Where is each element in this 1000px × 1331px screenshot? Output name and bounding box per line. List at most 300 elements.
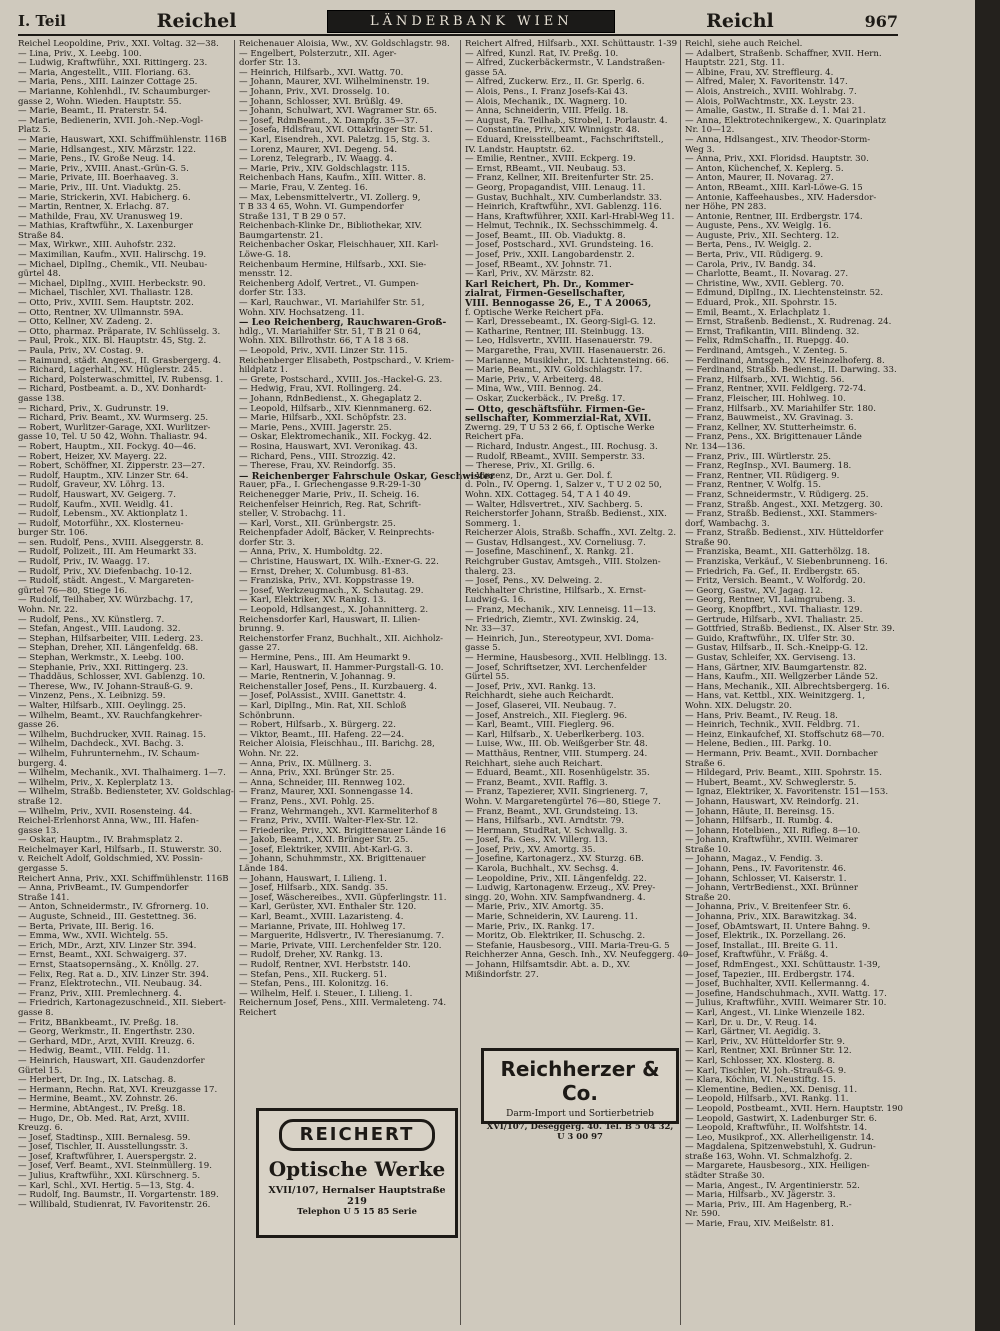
directory-entry: gürtel 76—80, Stiege 16. [18, 585, 128, 596]
directory-entry: — Josefa, Hdlsfrau, XVI. Ottakringer Str. 51. [239, 125, 433, 136]
directory-entry: — Johann, Häute, II. Bereinsg. 15. [685, 806, 835, 817]
directory-entry: Reichl, siehe auch Reichel. [685, 39, 803, 49]
directory-entry: — Rudolf, Ing. Baumstr., II. Vorgartenstr. 189. [18, 1190, 219, 1201]
directory-entry: — sen. Rudolf, Pens., XVIII. Alseggerstr. 8. [18, 537, 204, 548]
directory-entry: — Lina, Priv., X. Leebg. 100. [18, 48, 142, 59]
directory-entry: — Richard, Industr. Angest., III. Rochusg. 3. [465, 441, 658, 452]
directory-entry: — Stephan, Dreher, XII. Längenfeldg. 68. [18, 643, 199, 654]
directory-entry: Wohn. XIX. Billrothstr. 66, T A 18 3 68. [239, 336, 409, 347]
directory-entry: — Walter, Hdlsvertret., XIV. Sachberg. 5. [465, 499, 643, 510]
directory-entry: — Rudolf, Graveur, XV. Löhrg. 13. [18, 480, 165, 491]
directory-entry: Reicherzer Alois, Straßb. Schaffn., XVI. Zeltg. 2. [465, 528, 677, 539]
directory-entry: — Mina, Ww., VIII. Bennog. 24. [465, 384, 602, 395]
directory-entry: — Georg, Werkmstr., II. Engerthstr. 230. [18, 1027, 195, 1038]
directory-entry: — Raimund, städt. Angest., II. Grasbergerg. 4. [18, 355, 222, 366]
directory-entry: steller, V. Strobachg. 11. [239, 509, 346, 520]
directory-entry: v. Reichelt Adolf, Goldschmied, XV. Possin- [18, 854, 203, 865]
directory-entry: — Oskar, Hauptm., IV. Brahmsplatz 2. [18, 835, 183, 846]
reichert-ad-phone: Telephon U 5 15 85 Serie [297, 1207, 417, 1217]
directory-entry: — Engelbert, Polsterzutr., XII. Ager- [239, 48, 397, 59]
directory-entry: — Max, Lebensmittelvertr., VI. Zollerg. 9, [239, 192, 421, 203]
column-4 [680, 40, 903, 1325]
directory-entry: — Reichenberger Fahrschule Oskar, Geschwister [239, 470, 495, 482]
directory-entry: — Johann, Schuhmmstr., XX. Brigittenauer [239, 854, 426, 865]
directory-entry: — Margarethe, Frau, XVIII. Hasenauerstr. 26. [465, 346, 666, 356]
directory-entry: — Johann, Hauswart, XV. Reindorfg. 21. [685, 796, 859, 807]
directory-entry: Baumgartenstr. 21. [239, 230, 324, 241]
directory-entry: — Wilhelm, Straßb. Bediensteter, XV. Goldschlag- [18, 787, 234, 798]
directory-entry: — Johann, Magaz., V. Fendig. 3. [685, 854, 824, 865]
directory-entry: — Klementine, Bedien., XX. Denisg. 11. [685, 1084, 858, 1095]
directory-entry: — Wilhelm, Fuhrunternehm., IV. Schaum- [18, 748, 200, 759]
directory-entry: — Emma, Ww., XVII. Wichtelg. 55. [18, 931, 169, 942]
directory-entry: — Maximilian, Kaufm., XVII. Halirschg. 19. [18, 250, 207, 261]
directory-entry: Reichenstorfer Franz, Buchhalt., XII. Aichholz- [239, 633, 444, 644]
directory-entry: — Johann, RdnBedienst., X. Ghegaplatz 2. [239, 393, 422, 404]
directory-entry: — Leopold, Postbeamt., XVII. Hern. Hauptstr. 190 [685, 1103, 903, 1114]
directory-entry: hildplatz 1. [239, 365, 288, 376]
directory-entry: — Josef, Tapezier., III. Erdbergstr. 174. [685, 969, 855, 980]
directory-entry: — Marie, Hauswart, XXI. Schiffmühlenstr. 116B [18, 134, 227, 145]
directory-entry: — Emil, Beamt., X. Erlachplatz 1. [685, 307, 831, 318]
directory-entry: — Hans, vat. Kettbl., XIX. Weinitzgerg. 1, [685, 691, 866, 702]
directory-entry: — Alois, Mechanik., IX. Wagnerg. 10. [465, 96, 628, 107]
directory-entry: — Albine, Frau, XV. Streffleurg. 4. [685, 67, 834, 78]
directory-entry: — Rudolf, städt. Angest., V. Margareten- [18, 576, 194, 587]
directory-entry: — Franz, Tapezierer, XVII. Singrienerg. 7, [465, 787, 649, 798]
directory-entry: — Viktor, Beamt., III. Hafeng. 22—24. [239, 729, 405, 740]
directory-entry: — Johann, Kraftwführ., XVIII. Weimarer [685, 835, 858, 846]
directory-entry: — Franz, Hilfsarb., XVI. Wichtig. 56. [685, 374, 845, 385]
directory-entry: — Karl, Schl., XVI. Hertig. 5—13, Stg. 4. [18, 1180, 195, 1191]
directory-entry: — Leopold, Hdlsangest., X. Johannitterg. 2. [239, 605, 429, 616]
directory-entry: — Heinrich, Hilfsarb., XVI. Wattg. 70. [239, 67, 404, 78]
directory-entry: gasse 13. [18, 825, 59, 836]
directory-entry: — Georg, Propagandist, VIII. Lenaug. 11. [465, 182, 646, 193]
directory-entry: Reichenegger Marie, Priv., II. Scheig. 16. [239, 489, 420, 500]
directory-entry: — August, Fa. Teilhab., Strobel, I. Porlaustr. 4. [465, 115, 668, 126]
directory-entry: — Robert, Heizer, XV. Mayerg. 22. [18, 451, 168, 462]
directory-entry: — Michael, Tischler, XVI. Thaliastr. 128. [18, 288, 194, 299]
directory-entry: — Anna, Elektrotechnikergew., X. Quarinplatz [685, 115, 886, 126]
directory-entry: Reichenfelser Heinrich, Reg. Rat, Schrift- [239, 499, 422, 510]
directory-entry: — Franz, Mechanik., XIV. Lenneisg. 11—13. [465, 605, 657, 616]
directory-entry: — Hugo, Dr., Ob. Med. Rat, Arzt, XVIII. [18, 1113, 190, 1124]
directory-entry: — Karl, Priv., XV. Hütteldorfer Str. 9. [685, 1036, 845, 1047]
directory-entry: — Johanna, Priv., XIX. Barawitzkag. 34. [685, 912, 857, 923]
directory-entry: — Johann, Schulwart, XVI. Wagramer Str. 65. [239, 106, 437, 117]
directory-entry: — Ernst, Dreher, X. Columbusg. 81-83. [239, 566, 409, 577]
directory-entry: — Marie, Frau, XIV. Meißelstr. 81. [685, 1219, 834, 1230]
column-1 [18, 39, 234, 1325]
directory-entry: — Rudolf, Priv., IV. Waagg. 17. [18, 557, 150, 568]
directory-entry: — Anna, Hdlsangest., XIV. Theodor-Storm- [685, 134, 871, 145]
directory-entry: Gürtel 55. [465, 672, 510, 683]
directory-entry: Reichenberg Adolf, Vertret., VI. Gumpen- [239, 278, 419, 289]
directory-entry: — Max, Wirkwr., XIII. Auhofstr. 232. [18, 240, 177, 251]
directory-entry: — Ernst, Staatsopernsäng., X. Knöllg. 27. [18, 960, 200, 970]
directory-entry: dorfer Str. 13. [239, 58, 301, 69]
directory-entry: — Franz, Hilfsarb., XV. Mariahilfer Str. 180. [685, 403, 876, 414]
directory-entry: — Franz, Priv., III. Würtlerstr. 25. [685, 451, 832, 462]
directory-entry: VIII. Bennogasse 26, E., T A 20065, [465, 298, 652, 310]
directory-entry: — Karola, Buchhalt., XV. Sechsg. 4. [465, 864, 619, 875]
directory-entry: — Edmund, DiplIng., IX. Liechtensteinstr. 52. [685, 288, 884, 299]
directory-entry: — Hermann, StudRat, V. Schwallg. 3. [465, 825, 628, 836]
directory-entry: straße 163, Wohn. VI. Schmalzhofg. 2. [685, 1151, 853, 1162]
directory-entry: Nr. 590. [685, 1209, 721, 1220]
directory-entry: — Hermann, Rechn. Rat, XVI. Kreuzgasse 17. [18, 1084, 218, 1095]
directory-entry: — Marie, Beamt., XIV. Goldschlagstr. 17. [465, 365, 643, 376]
directory-entry: — Johann, VertrBedienst., XXI. Brünner [685, 883, 858, 894]
directory-entry: — Matthäus, Rentner, VIII. Stumperg. 24. [465, 748, 648, 759]
directory-entry: — Ludwig, Kartonagenw. Erzeug., XV. Prey- [465, 883, 656, 894]
directory-entry: — Otto, pharmaz. Präparate, IV. Schlüsselg. 3. [18, 326, 221, 337]
directory-entry: Platz 5. [18, 125, 51, 136]
directory-entry: — Richard, Priv., X. Gudrunstr. 19. [18, 403, 169, 414]
directory-entry: — Friederike, Priv., XX. Brigittenauer Lände 16 [239, 825, 446, 836]
directory-entry: — Lorenz, Maurer, XVI. Degeng. 54. [239, 144, 398, 155]
directory-entry: — Gertrude, Hilfsarb., XVI. Thaliastr. 25. [685, 614, 864, 625]
directory-entry: Reichelmayer Karl, Hilfsarb., II. Stuwerstr. 30. [18, 844, 222, 855]
directory-entry: Reichel Leopoldine, Priv., XXI. Voltag. 32—38. [18, 39, 219, 49]
directory-entry: — Gustav, Hilfsarb., II. Sch.-Kneipp-G. 12. [685, 643, 869, 654]
directory-entry: — Fritz, Versich. Beamt., V. Wolfordg. 20. [685, 576, 866, 587]
directory-entry: — Franz, Rentner, VII. Rüdigerg. 9. [685, 470, 840, 481]
directory-entry: Straße 84. [18, 230, 64, 241]
directory-entry: — Rosina, Hauswart, XVI. Veronikag. 43. [239, 441, 418, 452]
directory-entry: — Josef, Pens., XV. Delweing. 2. [465, 576, 603, 587]
directory-entry: — Stephan, Werkmstr., X. Leebg. 100. [18, 653, 184, 663]
directory-entry: — Karl, Eisendreh., XVI. Paletzg. 15, Stg. 3. [239, 134, 431, 145]
directory-entry: — Robert, Hauptm., XII. Fockyg. 40—46. [18, 441, 197, 452]
directory-entry: — Adalbert, Straßenb. Schaffner, XVII. Hern. [685, 48, 882, 59]
directory-entry: — Hedwig, Beamt., VIII. Feldg. 11. [18, 1046, 171, 1057]
directory-entry: — Richard, Lagerhalt., XV. Hüglerstr. 245. [18, 365, 203, 376]
reichherzer-advertisement [481, 1048, 679, 1142]
directory-entry: — Franz, Rentner, V. Wolfg. 15. [685, 480, 821, 491]
directory-entry: — Rudolf, RBeamt., XVIII. Semperstr. 33. [465, 451, 645, 462]
directory-entry: — Ferdinand, Amtsgeh., XV. Heinzelhoferg. 8. [685, 355, 885, 366]
directory-entry: Wohn. V. Margaretengürtel 76—80, Stiege 7. [465, 796, 661, 807]
directory-entry: — Franz, Kellner, XV. Stutterheimstr. 6. [685, 422, 857, 433]
directory-entry: — Auguste, Pens., XV. Weiglg. 16. [685, 221, 832, 232]
directory-entry: Straße 10. [685, 844, 731, 855]
directory-entry: Straße 131, T B 29 0 57. [239, 211, 347, 222]
directory-entry: — Heinrich, Jun., Stereotypeur, XVI. Doma- [465, 633, 654, 644]
directory-entry: — Leopoldine, Priv., XII. Längenfeldg. 22. [465, 873, 647, 884]
directory-entry: — Willibald, Studienrat, IV. Favoritenstr. 26. [18, 1199, 211, 1210]
directory-entry: Reichherzer Anna, Gesch. Inh., XV. Neufeggerg. 40 [465, 950, 689, 961]
directory-entry: — Josef, Elektriker, XVIII. Abt-Karl-G. 3. [239, 844, 413, 855]
directory-entry: Reicherstorfer Johann, Straßb. Bedienst., XIX. [465, 509, 667, 520]
directory-entry: — Lorenz, Telegrarb., IV. Waagg. 4. [239, 154, 394, 165]
directory-entry: — Christine, Hauswart, IX. Wilh.-Exner-G. 22. [239, 557, 439, 568]
directory-entry: gasse 8. [18, 1007, 54, 1018]
directory-entry: — Berta, Private, III. Berig. 16. [18, 921, 155, 932]
directory-entry: — Karl, Dr. u. Dr., V. Reug. 14. [685, 1017, 817, 1028]
directory-entry: Gürtel 15. [18, 1065, 63, 1076]
directory-entry: — Hermann, Priv. Beamt., XVII. Dornbacher [685, 748, 878, 759]
directory-entry: Schönbrunn. [239, 710, 295, 721]
directory-entry: — Maria, Priv., III. Am Hagenberg, R.- [685, 1199, 852, 1210]
directory-entry: — Leo Reichenberg, Rauchwaren-Groß- [239, 317, 447, 329]
directory-entry: — Hildegard, Priv. Beamt., XIII. Spohrstr. 15. [685, 768, 882, 779]
directory-entry: — Karl, Tischler, IV. Joh.-Strauß-G. 9. [685, 1065, 847, 1076]
directory-entry: — Josef, Priv., XV. Amortg. 35. [465, 844, 596, 855]
directory-entry: T B 33 4 65, Wohn. VI. Gumpendorfer [239, 202, 404, 213]
directory-entry: — Luise, Ww., III. Ob. Weißgerber Str. 48. [465, 739, 648, 750]
directory-entry: — Josef, Anstreich., XII. Fieglerg. 96. [465, 710, 628, 721]
directory-entry: — Alfred, Zuckerbäckermstr., V. Landstraßen- [465, 58, 665, 69]
directory-entry: — Marie, Strickerin, XVI. Habicherg. 6. [18, 192, 191, 203]
directory-entry: — Marie, Priv., XIV. Amortg. 35. [465, 902, 604, 913]
directory-entry: — Karl, Hauswart, II. Hammer-Purgstall-G. 10. [239, 662, 444, 673]
directory-entry: — Johann, Schlosser, XVI. Brüßlg. 49. [239, 96, 404, 107]
directory-entry: Weg 3. [685, 144, 715, 155]
directory-entry: — Oskar, Elektromechanik., XII. Fockyg. 42. [239, 432, 432, 443]
directory-entry: — Marie, Private, III. Boerhaaveg. 3. [18, 173, 179, 184]
directory-entry: gasse 138. [18, 393, 65, 404]
directory-entry: — Rudolf, Kaufm., XVII. Weidlg. 41. [18, 499, 174, 510]
directory-entry: — Stephan, Hilfsarbeiter, VIII. Lederg. 23. [18, 633, 204, 644]
directory-entry: Straße 90. [685, 537, 731, 548]
directory-entry: — Karl, Vorst., XII. Grünbergstr. 25. [239, 518, 396, 529]
directory-entry: — Paula, Priv., XV. Costag. 9. [18, 346, 144, 356]
directory-entry: — Otto, geschäftsführ. Firmen-Ge- [465, 403, 646, 415]
directory-entry: IV. Landstr. Hauptstr. 62. [465, 144, 575, 155]
directory-entry: Reichenbacher Oskar, Fleischhauer, XII. Karl- [239, 240, 439, 251]
directory-entry: Wohn. XIX. Delugstr. 20. [685, 700, 792, 711]
directory-entry: — Franz, Kellner, XII. Breitenfurter Str. 25. [465, 173, 654, 184]
directory-entry: gasse 10, Tel. U 50 42, Wohn. Thaliastr. 94. [18, 432, 208, 443]
directory-entry: — Hermine, Pens., III. Am Heumarkt 9. [239, 653, 411, 663]
directory-entry: — Josef, RdmBeamt., X. Dampfg. 35—37. [239, 115, 418, 126]
directory-entry: — Friedrich, Ziemtr., XVI. Zwinskig. 24, [465, 614, 639, 625]
directory-entry: — Maria, Pens., XIII. Lainzer Cottage 25. [18, 77, 198, 88]
directory-entry: — Johanna, Priv., V. Breitenfeer Str. 6. [685, 902, 851, 913]
directory-entry: — Josef, Priv., XVI. Rankg. 13. [465, 681, 596, 692]
directory-entry: — Margarete, Hausbesorg., XIX. Heiligen- [685, 1161, 870, 1172]
directory-entry: — Georg, Knopffbrt., XVI. Thaliastr. 129. [685, 605, 863, 616]
directory-entry: — Marie, Beamt., II. Praterstr. 54. [18, 106, 168, 117]
directory-entry: — Hans, Gärtner, XIV. Baumgartenstr. 82. [685, 662, 867, 673]
directory-entry: — Anton, Schneidermstr., IV. Gfrornerg. 10. [18, 902, 209, 913]
directory-entry: — Franz, RegInsp., XVI. Baumerg. 18. [685, 461, 852, 472]
directory-entry: — Anna, Schneiderin, VIII. Pfeilg. 18. [465, 106, 629, 117]
directory-entry: — Franz, Straßb. Angest., XXI. Metzgerg. 30. [685, 499, 883, 510]
reichherzer-ad-address: XVI/107, Deseggerg. 40. Tel. B 5 04 32, U 3 00 97 [486, 1122, 674, 1142]
directory-entry: — Rudolf, Motorführ., XX. Klosterneu- [18, 518, 184, 529]
directory-entry: — Stefan, Angest., VIII. Laudong. 32. [18, 624, 181, 635]
directory-entry: — Franz, Wehrmangeh., XVI. Karmeliterhof 8 [239, 806, 438, 817]
directory-entry: sellschafter, Kommerzial-Rat, XVII. [465, 413, 652, 425]
directory-entry: — Ernst, Beamt., XXI. Schwaigerg. 37. [18, 950, 187, 961]
directory-entry: — Robert, Wurlitzer-Garage, XXI. Wurlitzer- [18, 422, 211, 433]
directory-entry: mensstr. 12. [239, 269, 293, 280]
directory-entry: Reichenstaller Josef, Pens., II. Kurzbauerg. 4. [239, 681, 437, 692]
directory-entry: — Johann, Hilfsamtsdir. Abt. a. D., XV. [465, 960, 631, 970]
directory-entry: Reichel-Erlenhorst Anna, Ww., III. Hafen- [18, 816, 199, 827]
directory-entry: — Karl, Dressebeamt., IX. Georg-Sigl-G. 12. [465, 317, 656, 328]
directory-entry: dorfer Str. 133. [239, 288, 306, 299]
directory-entry: — Marie, Schneiderin, XV. Laureng. 11. [465, 912, 638, 923]
directory-entry: — Karl, Gerüster, XVI. Enthaler Str. 120. [239, 902, 417, 913]
directory-entry: — Auguste, Schneid., III. Gestettneg. 36. [18, 912, 197, 923]
directory-entry: — Berta, Priv., VII. Rüdigerg. 9. [685, 250, 824, 261]
directory-entry: — Thaddäus, Schlosser, XVI. Gablenzg. 10. [18, 672, 206, 683]
directory-entry: — Anton, RBeamt., XIII. Karl-Löwe-G. 15 [685, 182, 863, 193]
directory-entry: — Carola, Priv., IV. Bandg. 34. [685, 259, 816, 270]
directory-entry: — Stefanie, Hausbesorg., VIII. Maria-Treu-G. 5 [465, 940, 670, 951]
directory-entry: Ludwig-G. 16. [465, 595, 526, 606]
reichert-logo: REICHERT [279, 1119, 435, 1151]
directory-entry: — Christine, Ww., XVII. Geblerg. 70. [685, 278, 844, 289]
directory-entry: — Antonie, Rentner, III. Erdbergstr. 174. [685, 211, 863, 222]
directory-entry: — Moritz, Ob. Elektriker, II. Schuschg. 2. [465, 931, 646, 942]
directory-entry: — Gustav, Buchhalt., XIV. Cumberlandstr. 33. [465, 192, 662, 203]
directory-entry: — Johann, Hotelbien., XII. Rifleg. 8—10. [685, 825, 861, 836]
directory-entry: — Franz, Maurer, XXI. Sonnengasse 14. [239, 787, 414, 798]
directory-entry: Reichenbach Hans, Kaufm., XIII. Wittег. 8. [239, 173, 426, 184]
directory-entry: — Johann, Priv., XVI. Drosselg. 10. [239, 86, 390, 97]
directory-entry: — Franziska, Verkäuf., V. Siebenbrunneng. 16. [685, 557, 888, 568]
directory-entry: — Marie, Priv., III. Unt. Viaduktg. 25. [18, 182, 181, 193]
directory-entry: — Robert, Hilfsarb., X. Bürgerg. 22. [239, 720, 396, 731]
directory-entry: — Franziska, Beamt., XII. Gatterhölzg. 18. [685, 547, 870, 558]
directory-entry: gasse 26. [18, 720, 59, 731]
directory-entry: Löwe-G. 18. [239, 250, 291, 261]
directory-entry: — Franz, Straßb. Bedienst., XXI. Stammers- [685, 509, 878, 520]
directory-entry: — Marie, Priv., XVIII. Anast.-Grün-G. 5. [18, 163, 189, 174]
directory-entry: — Marie, Pens., XVIII. Jagerstr. 25. [239, 422, 392, 433]
directory-entry: — Eduard, Kreisstellbeamt., Fachschriftstell., [465, 134, 664, 145]
directory-entry: — Anna, Priv., XXI. Brünger Str. 25. [239, 768, 395, 779]
bank-banner: LÄNDERBANK WIEN [327, 10, 615, 33]
directory-entry: — Josefine, Kartonagerz., XV. Sturzg. 6B. [465, 854, 644, 865]
directory-entry: — Franz, Fleischer, III. Hohlweg. 10. [685, 393, 846, 404]
directory-entry: — Gerhard, MDr., Arzt, XVIII. Kreuzg. 6. [18, 1036, 195, 1047]
directory-entry: — Josef, Verf. Beamt., XVI. Steinmüllerg. 19. [18, 1161, 212, 1172]
directory-entry: Nr. 134—136. [685, 441, 746, 452]
directory-entry: — Anton, Küchenchef, X. Keplerg. 5. [685, 163, 844, 174]
directory-entry: — Richard, Polsterwaschmittel, IV. Rubensg. 1. [18, 374, 224, 385]
directory-entry: — Wilhelm, Mechanik., XVI. Thalhaimerg. 1—7. [18, 768, 226, 779]
directory-entry: — Maria, Hilfsarb., XV. Jägerstr. 3. [685, 1190, 836, 1201]
directory-entry: — Hubert, Beamt., XV. Schweglerstr. 5. [685, 777, 857, 788]
directory-entry: f. Optische Werke Reichert pFa. [465, 307, 604, 318]
directory-entry: — Fritz, BBankbeamt., IV. Preßg. 18. [18, 1017, 179, 1028]
directory-entry: — Josefine, Maschinenf., X. Rankg. 21. [465, 547, 634, 558]
directory-entry: — Marie, Priv., V. Arbeiterg. 48. [465, 374, 604, 385]
directory-entry: — Wilhelm, Helf. i. Steuer., I. Lilieng. 1. [239, 988, 413, 999]
directory-entry: gasse 27. [239, 643, 280, 654]
directory-entry: — Otto, Rentner, XV. Ullmannstr. 59A. [18, 307, 184, 318]
directory-entry: Reichenbach-Klinke Dr., Bibliothekar, XIV. [239, 221, 423, 232]
directory-entry: gasse 5A. [465, 67, 507, 78]
directory-entry: — Hermine, AbtAngest., IV. Preßg. 18. [18, 1103, 186, 1114]
directory-entry: — Karl, Hilfsarb., X. Ueberlkerberg. 103. [465, 729, 645, 740]
directory-entry: — Leo, Musikprof., XX. Allerheiligenstr. 14. [685, 1132, 875, 1143]
directory-entry: — Anna, Priv., X. Humboldtg. 22. [239, 547, 383, 558]
directory-entry: — Josef, Beamt., III. Ob. Viaduktg. 8. [465, 230, 626, 241]
directory-entry: — Josef, Fa. Ges., XV. Villerg. 13. [465, 835, 608, 846]
directory-entry: — Therese, Frau, XV. Reindorfg. 35. [239, 461, 396, 472]
directory-entry: — Karl, Rentner, XXI. Brünner Str. 12. [685, 1046, 852, 1057]
directory-entry: — Ludwig, Kraftwführ., XXI. Rittingerg. 23. [18, 58, 208, 69]
directory-entry: — Marianne, Musiklehr., IX. Lichtensteing. 66. [465, 355, 669, 366]
directory-entry: — Anna, Priv., XXI. Floridsd. Hauptstr. 30. [685, 154, 869, 165]
directory-entry: — Georg, Rentner, VI. Laimgrubeng. 3. [685, 595, 856, 606]
directory-entry: — Josef, Hilfsarb., XIX. Sandg. 35. [239, 883, 389, 894]
directory-entry: — Alfred, Kunzl. Rat, IV. Preßg. 10. [465, 48, 619, 59]
directory-entry: — Heinz, Einkaufchef, XI. Stoffschutz 68—70. [685, 729, 885, 740]
reichherzer-ad-subtitle: Darm-Import und Sortierbetrieb [506, 1109, 654, 1119]
directory-entry: — Wilhelm, Dachdeck., XVI. Bachg. 3. [18, 739, 184, 750]
directory-entry: — Wilhelm, Priv., X. Keplerplatz 13. [18, 777, 174, 788]
directory-entry: — Alfred, Maler, X. Favoritenstr. 147. [685, 77, 848, 88]
directory-entry: gasse 2, Wohn. Wieden. Hauptstr. 55. [18, 96, 182, 107]
directory-entry: — Josef, Stadtinsp., XIII. Bernalesg. 59. [18, 1132, 191, 1143]
directory-entry: — Helmut, Technik., IX. Sechsschimmelg. 4. [465, 221, 658, 232]
directory-entry: — Heinrich, Kraftwführ., XVI. Gablenzg. 116. [465, 202, 662, 213]
directory-entry: — Josef, Wäschereibes., XVII. Güpferlingstr. 11. [239, 892, 447, 903]
directory-entry: thalerg. 23. [465, 566, 516, 577]
directory-entry: — Franz, Bauwmeist., XV. Gravinag. 3. [685, 413, 854, 424]
directory-entry: straße 12. [18, 796, 63, 807]
directory-entry: — Hans, Priv. Beamt., IV. Reug. 18. [685, 710, 838, 721]
directory-entry: — Antonie, Kaffeehausbes., XIV. Hadersdor- [685, 192, 877, 203]
directory-entry: — Marie, Hdlsangest., XIV. Märzstr. 122. [18, 144, 196, 155]
directory-entry: — Rudolf, Hauptm., XIV. Linzer Str. 64. [18, 470, 189, 481]
directory-entry: — Robert, Schöffner, XI. Zipperstr. 23—27. [18, 461, 205, 472]
directory-entry: — Marie, Priv., XIV. Goldschlagstr. 115. [239, 163, 411, 174]
directory-entry: Rauer, pFa., I. Griechengasse 9.R-29-1-30 [239, 480, 421, 491]
directory-entry: — Hans, Kaufm., XII. Wellgzerber Lände 52. [685, 672, 879, 683]
directory-entry: — Franz, Pens., XVI. Pohlg. 25. [239, 796, 375, 807]
directory-entry: — Friedrich, Kartonagezuschneid., XII. Siebert- [18, 998, 226, 1009]
directory-entry: — Hans, Kraftwführer, XXII. Karl-Hrabl-Weg 11. [465, 211, 675, 222]
directory-entry: — Marguerite, Hdlsvertr., IV. Theresianumg. 7. [239, 931, 445, 942]
directory-entry: — Julius, Kraftwführ., XVIII. Weimarer Str. 10. [685, 998, 887, 1009]
directory-entry: — Auguste, Priv., XII. Sechterg. 12. [685, 230, 840, 241]
section-label: I. Teil [18, 12, 66, 30]
directory-entry: — Josef, Tischler, II. Ausstellungsstr. 3. [18, 1142, 188, 1153]
directory-entry: — Ferdinand, Amtsgeh., V. Zenteg. 5. [685, 346, 848, 356]
reichert-ad-title: Optische Werke [268, 1157, 446, 1181]
directory-entry: — Richard, Postbeamt. a. D., XV. Donhardt- [18, 384, 207, 395]
directory-entry: — Leopold, Priv., XVII. Linzer Str. 115. [239, 346, 408, 356]
directory-entry: — Eduard, Beamt., XII. Rosenhügelstr. 35. [465, 768, 650, 779]
right-running-name: Reichl [706, 10, 774, 32]
directory-entry: Karl Reichert, Ph. Dr., Kommer- [465, 278, 634, 290]
directory-entry: Reichert Anna, Priv., XXI. Schiffmühlenstr. 116B [18, 873, 229, 884]
directory-entry: — Constantine, Priv., XIV. Winnigstr. 48. [465, 125, 640, 136]
directory-entry: — Guido, Kraftwführ., IX. Ulfer Str. 30. [685, 633, 855, 644]
directory-entry: — Anna, Schneider, III. Rennweg 102. [239, 777, 406, 788]
directory-entry: — Rudolf, Hauswart, XV. Geigerg. 7. [18, 489, 177, 500]
directory-entry: — Josef, RBeamt., XV. Johnstr. 71. [465, 259, 612, 270]
directory-entry: — Herbert, Dr. Ing., IX. Latschag. 8. [18, 1075, 177, 1086]
directory-entry: — Friedrich, Fa. Gef., II. Erdbergstr. 65. [685, 566, 860, 577]
directory-entry: — Franziska, Priv., XVI. Koppstrasse 19. [239, 576, 415, 587]
directory-entry: — Emilie, Rentner., XVIII. Eckperg. 19. [465, 154, 636, 165]
directory-entry: — Franz, Elektrotechn., VII. Neubaug. 34. [18, 979, 203, 990]
directory-entry: Reichhardt, siehe auch Reichardt. [465, 691, 614, 702]
directory-entry: — Katharine, Rentner, III. Steinbugg. 13. [465, 326, 645, 337]
directory-entry: — Alois, Anstreich., XVIII. Wohlrabg. 7. [685, 86, 857, 97]
directory-entry: — Karl, DiplIng., Min. Rat, XII. Schloß [239, 700, 407, 711]
